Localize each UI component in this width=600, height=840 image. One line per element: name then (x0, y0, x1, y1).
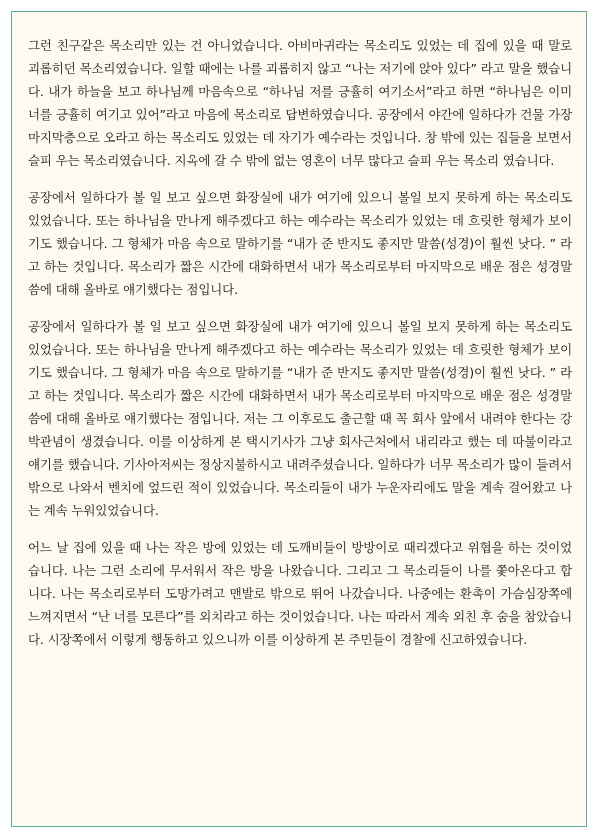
paragraph-2: 공장에서 일하다가 볼 일 보고 싶으면 화장실에 내가 여기에 있으니 볼일 보지 못하게 하는 목소리도 있었습니다. 또는 하나님을 만나게 해주겠다고 하는 예수라는 목소리가 있었는 데 흐릿한 형체가 보이기도 했습니다. 그 형체가 마음 속으로 말하기를 “내가 준 반지도 좋지만 말씀(성경)이 훨씬 낫다. ” 라고 하는 것입니다. 목소리가 짧은 시간에 대화하면서 내가 목소리로부터 마지막으로 배운 점은 성경말씀에 대해 올바로 얘기했다는 점입니다. (28, 190, 572, 297)
paragraph-4: 어느 날 집에 있을 때 나는 작은 방에 있었는 데 도깨비들이 방방이로 때리겠다고 위협을 하는 것이었습니다. 나는 그런 소리에 무서워서 작은 방을 나왔습니다. 그리고 그 목소리들이 나를 쫓아온다고 합니다. 나는 목소리로부터 도망가려고 맨발로 밖으로 뛰어 나갔습니다. 나중에는 환촉이 가슴심장쪽에 느껴지면서 “난 너를 모른다”를 외치라고 하는 것이었습니다. 나는 따라서 계속 외친 후 숨을 참았습니다. 시장쪽에서 이렇게 행동하고 있으니까 이를 이상하게 본 주민들이 경찰에 신고하였습니다. (28, 540, 572, 647)
document-body (28, 34, 572, 665)
paragraph-3: 공장에서 일하다가 볼 일 보고 싶으면 화장실에 내가 여기에 있으니 볼일 보지 못하게 하는 목소리도 있었습니다. 또는 하나님을 만나게 해주겠다고 하는 예수라는 목소리가 있었는 데 흐릿한 형체가 보이기도 했습니다. 그 형체가 마음 속으로 말하기를 “내가 준 반지도 좋지만 말씀(성경)이 훨씬 낫다. ” 라고 하는 것입니다. 목소리가 짧은 시간에 대화하면서 내가 목소리로부터 마지막으로 배운 점은 성경말씀에 대해 올바로 얘기했다는 점입니다. 저는 그 이후로도 출근할 때 꼭 회사 앞에서 내려야 한다는 강박관념이 생겼습니다. 이를 이상하게 본 택시기사가 그냥 회사근처에서 내리라고 했는 데 따불이라고 얘기를 했습니다. 기사아저씨는 정상지불하시고 내려주셨습니다. 일하다가 너무 목소리가 많이 들려서 밖으로 나와서 벤치에 엎드린 적이 있었습니다. 목소리들이 내가 누운자리에도 말을 계속 걸어왔고 나는 계속 누워있었습니다. (28, 319, 572, 518)
paragraph-1: 그런 친구같은 목소리만 있는 건 아니었습니다. 아비마귀라는 목소리도 있었는 데 집에 있을 때 말로 괴롭히던 목소리였습니다. 일할 때에는 나를 괴롭히지 않고 “나는 저기에 앉아 있다” 라고 말을 했습니다. 내가 하늘을 보고 하나님께 마음속으로 “하나님 저를 긍휼히 여기소서”라고 하면 “하나님은 이미 너를 긍휼히 여기고 있어”라고 마음에 목소리로 답변하였습니다. 공장에서 야간에 일하다가 건물 가장 마지막층으로 오라고 하는 목소리도 있었는 데 자기가 예수라는 것입니다. 창 밖에 있는 집들을 보면서 슬피 우는 목소리였습니다. 지옥에 갈 수 밖에 없는 영혼이 너무 많다고 슬피 우는 목소리 였습니다. (28, 38, 572, 168)
page-frame (11, 11, 587, 827)
